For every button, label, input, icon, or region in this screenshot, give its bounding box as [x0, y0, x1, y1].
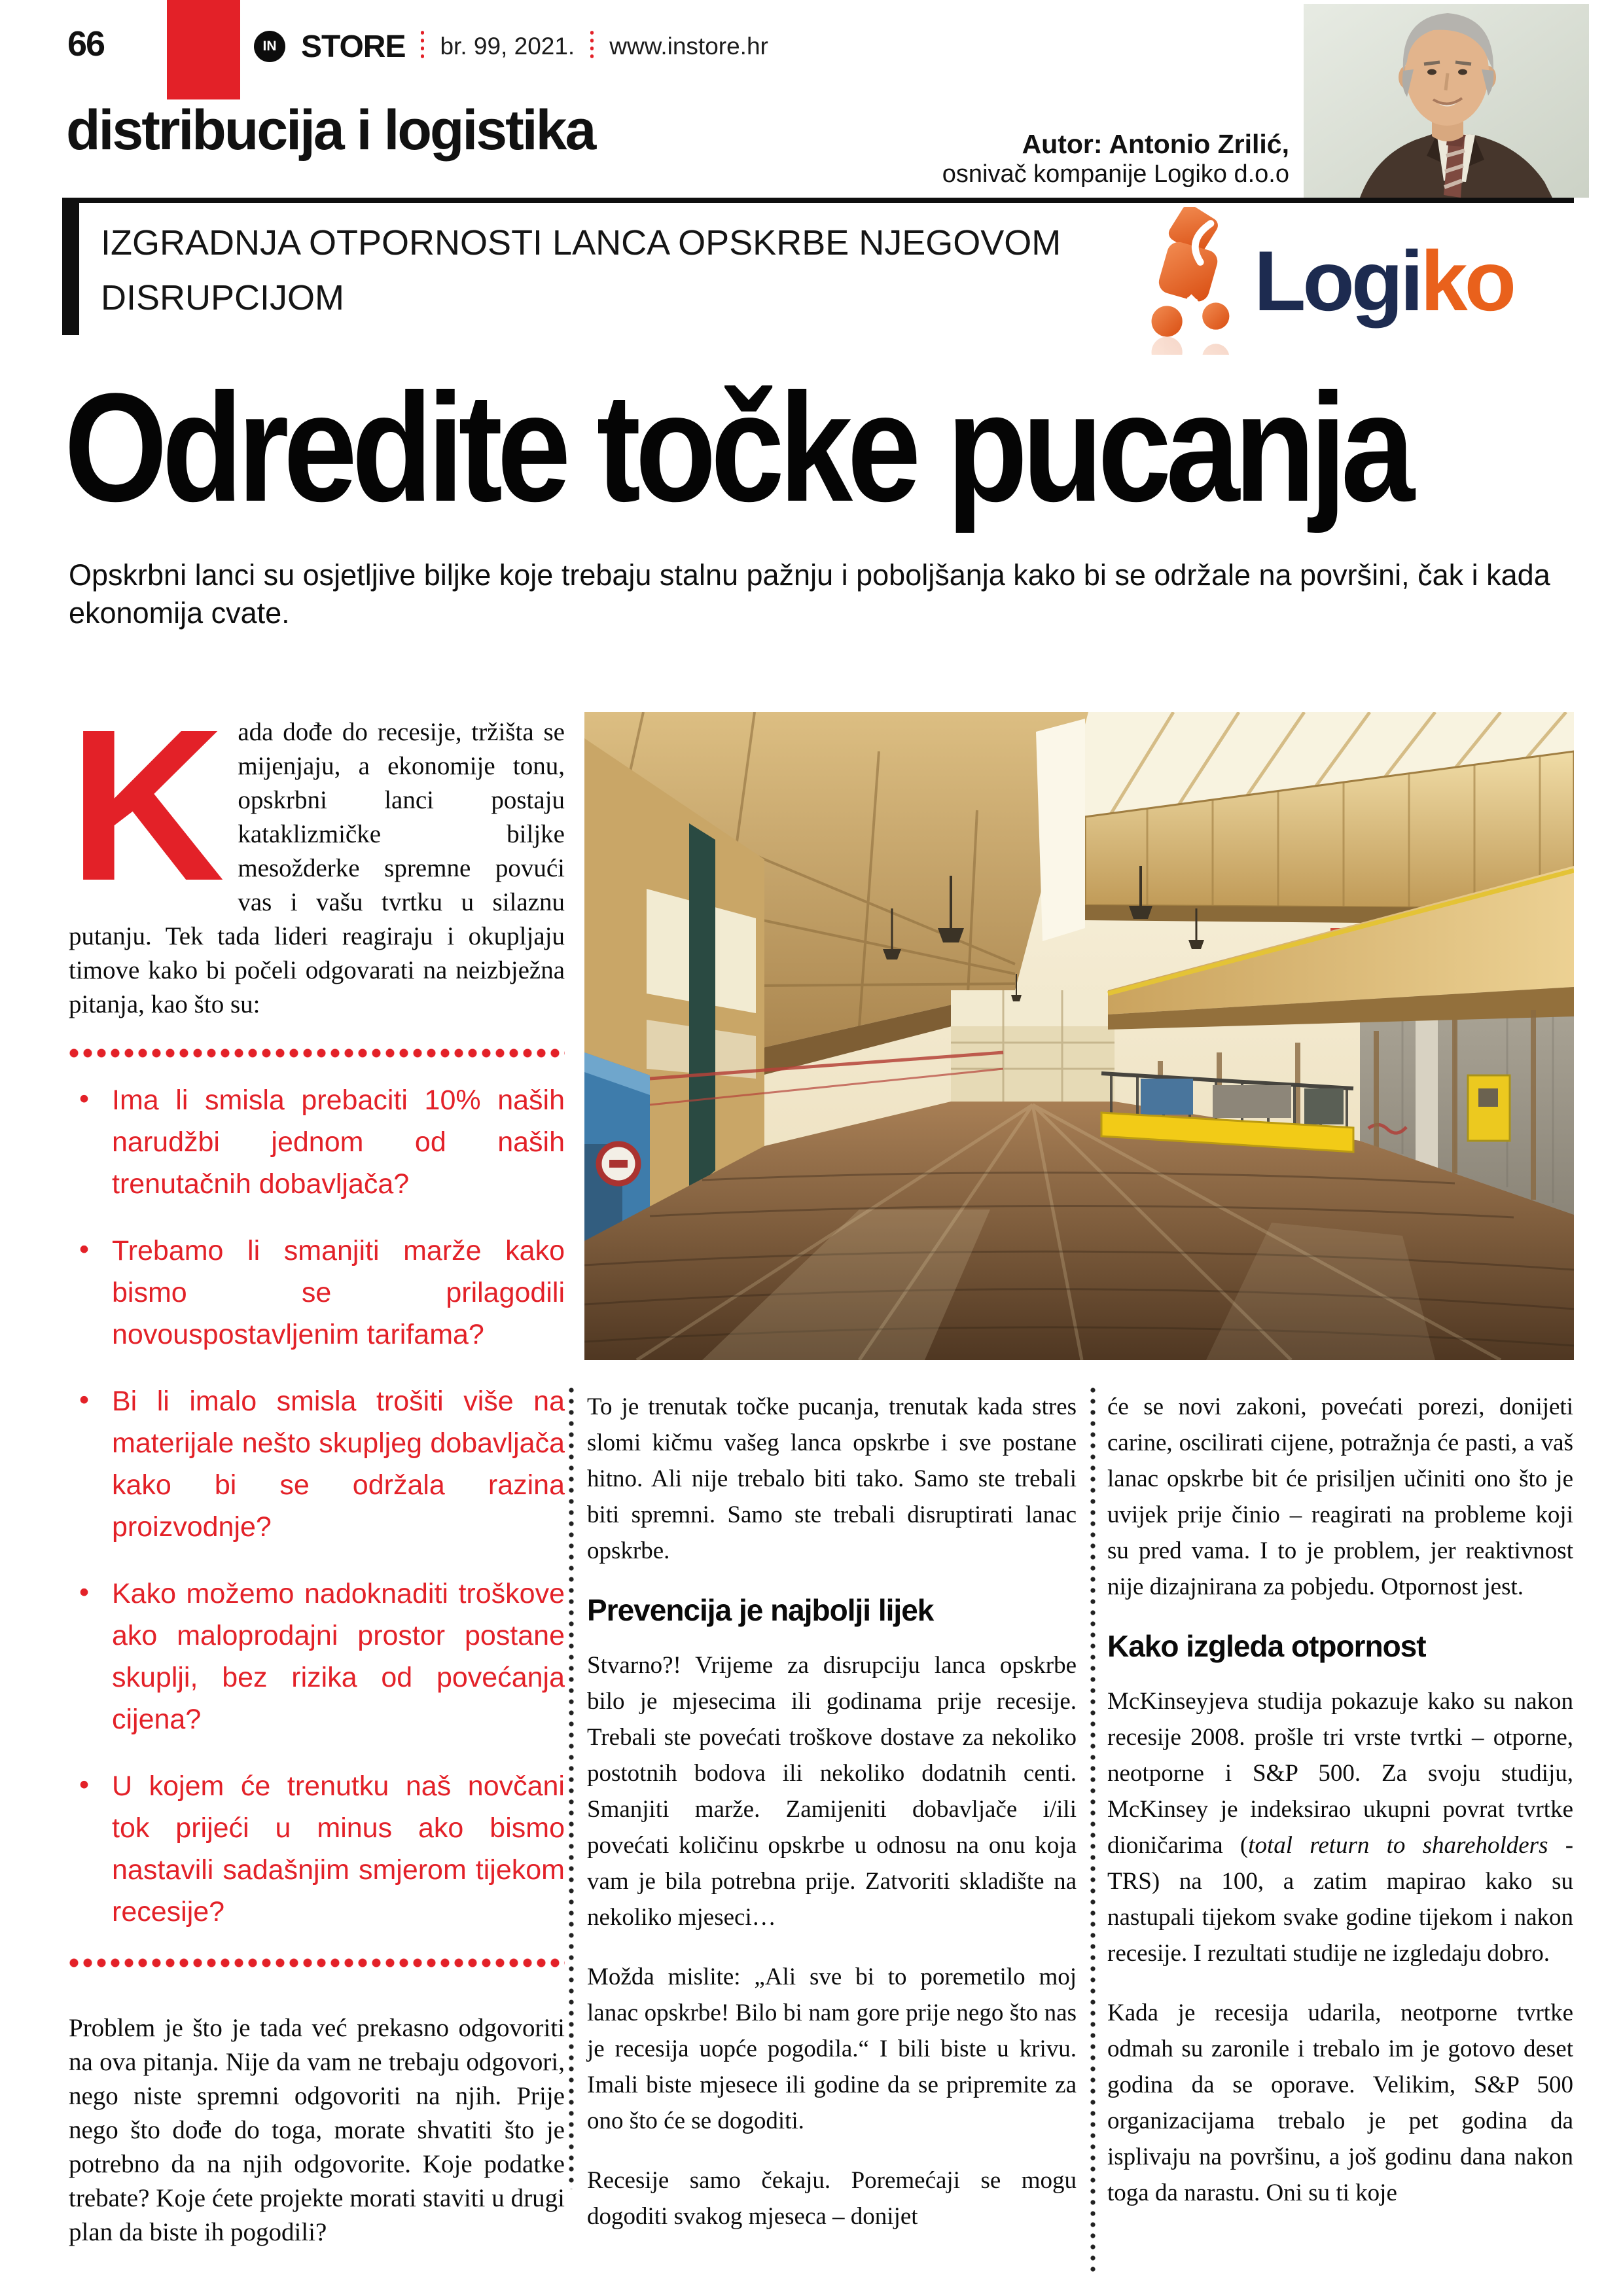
question-text: U kojem će trenutku naš novčani tok prijeći u minus ako bismo nastavili sadašnjim smjerom tijekom recesije? — [112, 1770, 565, 1928]
logiko-logo — [1131, 207, 1513, 355]
lede: Opskrbni lanci su osjetljive biljke koje trebaju stalnu pažnju i poboljšanja kako bi se održale na površini, čak i kada ekonomija cvate. — [69, 558, 1550, 630]
list-item — [69, 1230, 565, 1355]
dotted-rule-top — [69, 1048, 565, 1058]
logiko-icon — [1131, 207, 1249, 355]
badge-label: IN — [262, 39, 277, 54]
masthead — [254, 25, 768, 68]
brand-red-block — [167, 0, 240, 99]
question-list — [69, 1079, 565, 1933]
paragraph-part: McKinseyjeva studija pokazuje kako su nakon recesije 2008. prošle tri vrste tvrtki – otporne, neotporne i S&P 500. Za svoju studiju, McKinsey je indeksirao ukupni povrat tvrtke dioničarima ( — [1107, 1688, 1573, 1859]
intro-paragraph — [69, 684, 565, 1022]
body-paragraph: Stvarno?! Vrijeme za disrupciju lanca opskrbe bilo je mjesecima ili godinama prije recesije. Trebali ste povećati troškove dostave za nekoliko postotnih bodova ili nekoliko dodatnih centi. Smanjiti marže. Zamijeniti dobavljače i/ili povećati količinu opskrbe u odnosu na onu koja vam je bila potrebna prije. Zatvoriti skladište na nekoliko mjeseci… — [587, 1652, 1077, 1931]
paragraph-part: - TRS) na 100, a zatim mapirao kako su nastupali tijekom svake godine tijekom i nakon recesije. I rezultati studije ne izgledaju dobro. — [1107, 1832, 1574, 1967]
list-item — [69, 1380, 565, 1548]
website-url[interactable]: www.instore.hr — [609, 33, 768, 60]
italic-term: total return to shareholders — [1248, 1832, 1548, 1859]
logiko-wordmark — [1254, 233, 1514, 329]
left-column — [69, 684, 565, 2250]
middle-column — [587, 1389, 1077, 2258]
author-role: osnivač kompanije Logiko d.o.o — [942, 160, 1289, 188]
page-number: 66 — [67, 24, 105, 63]
dotted-separator-icon — [421, 31, 424, 62]
question-text: Kako možemo nadoknaditi troškove ako maloprodajni prostor postane skuplji, bez rizika od povećanja cijena? — [112, 1578, 565, 1735]
kicker-bar — [62, 198, 79, 335]
brand-name: STORE — [301, 29, 406, 64]
section-title: distribucija i logistika — [66, 99, 595, 162]
list-item — [69, 1573, 565, 1740]
right-column — [1107, 1389, 1573, 2234]
question-text: Bi li imalo smisla trošiti više na materijale nešto skupljeg dobavljača kako bi se održala razina proizvodnje? — [112, 1386, 565, 1543]
logo-text-primary: Logi — [1254, 233, 1421, 329]
logo-text-secondary: ko — [1420, 233, 1514, 329]
question-text: Ima li smisla prebaciti 10% naših narudžbi jednom od naših trenutačnih dobavljača? — [112, 1085, 565, 1200]
question-text: Trebamo li smanjiti marže kako bismo se prilagodili novouspostavljenim tarifama? — [112, 1235, 565, 1350]
outro-paragraph: Problem je što je tada već prekasno odgovoriti na ova pitanja. Nije da vam ne trebaju odgovori, nego niste spremni odgovoriti na njih. Prije nego što dođe do toga, morate shvatiti što je potrebno da na njih odgovorite. Koje podatke trebate? Koje ćete projekte morati staviti u drugi plan da biste ih pogodili? — [69, 2014, 565, 2246]
intro-text: ada dođe do recesije, tržišta se mijenjaju, a ekonomije tonu, opskrbni lanci postaju kataklizmičke biljke mesožderke spremne povući vas i vašu tvrtku u silaznu putanju. Tek tada lideri reagiraju i okupljaju timove kako bi počeli odgovarati na neizbježna pitanja, kao što su: — [69, 718, 565, 1018]
body-paragraph: Možda mislite: „Ali sve bi to poremetilo moj lanac opskrbe! Bilo bi nam gore prije nego što nas je recesija uopće pogodila.“ I bili biste u krivu. Imali biste mjesece ili godine da se pripremite za ono što će se dogoditi. — [587, 1964, 1077, 2134]
dotted-rule-bottom — [69, 1958, 565, 1968]
kicker: IZGRADNJA OTPORNOSTI LANCA OPSKRBE NJEGOVOM DISRUPCIJOM — [101, 223, 1061, 317]
body-paragraph — [1107, 1683, 1573, 1971]
author-name: Autor: Antonio Zrilić, — [1022, 129, 1289, 159]
drop-cap: K — [69, 684, 225, 925]
header-rule — [62, 198, 1574, 203]
body-paragraph: To je trenutak točke pucanja, trenutak kada stres slomi kičmu vašeg lanca opskrbe i sve postane hitno. Ali nije trebalo biti tako. Samo ste trebali biti spremni. Samo ste trebali disruptirati lanac opskrbe. — [587, 1393, 1077, 1564]
headline: Odredite točke pucanja — [64, 361, 1410, 534]
column-divider — [569, 1388, 574, 2189]
instore-badge-icon — [254, 31, 285, 62]
issue-number: br. 99, 2021. — [440, 33, 575, 60]
body-paragraph: Kada je recesija udarila, neotporne tvrtke odmah su zaronile i trebalo im je gotovo deset godina da se oporave. Velikim, S&P 500 organizacijama trebalo je pet godina da isplivaju na površinu, a još godinu dana nakon toga da narastu. Oni su ti koje — [1107, 2000, 1573, 2206]
list-item — [69, 1079, 565, 1205]
author-block — [753, 128, 1289, 189]
subhead-prevention: Prevencija je najbolji lijek — [587, 1593, 934, 1627]
column-divider — [1090, 1388, 1096, 2278]
subhead-resilience: Kako izgleda otpornost — [1107, 1629, 1426, 1663]
dotted-separator-icon — [590, 31, 594, 62]
warehouse-photo — [584, 712, 1574, 1360]
author-photo — [1304, 4, 1589, 198]
body-paragraph: će se novi zakoni, povećati porezi, donijeti carine, oscilirati cijene, potražnja će pasti, a vaš lanac opskrbe bit će prisiljen učiniti ono što je uvijek prije činio – reagirati na probleme koji su pred vama. I to je problem, jer reaktivnost nije dizajnirana za pobjedu. Otpornost jest. — [1107, 1393, 1573, 1600]
list-item — [69, 1765, 565, 1933]
body-paragraph: Recesije samo čekaju. Poremećaji se mogu dogoditi svakog mjeseca – donijet — [587, 2167, 1077, 2230]
